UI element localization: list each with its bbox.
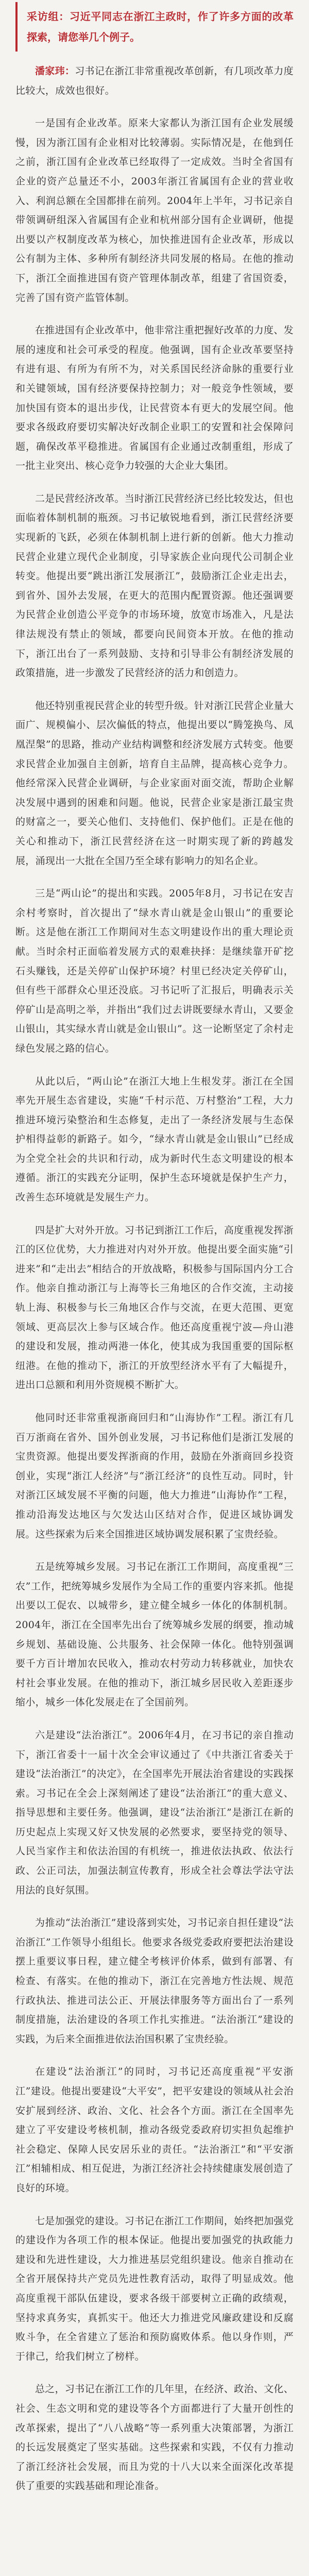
body-paragraph: 四是扩大对外开放。习书记到浙江工作后，高度重视发挥浙江的区位优势，大力推进对内对外开放。他提出要全面实施“引进来”和“走出去”相结合的开放战略，积极参与国际国内分工合作。他亲自推动浙江与上海等长三角地区的合作交流，主动接轨上海、积极参与长三角地区合作与交流，在更大范围、更宽领域、更高层次上参与区域合作。他还高度重视宁波—舟山港的建设和发展，推动两港一体化，使其成为我国重要的国际枢纽港。在他的推动下，浙江的开放型经济水平有了大幅提升，进出口总额和利用外资规模不断扩大。 bbox=[15, 1224, 294, 1391]
body-paragraph: 五是统筹城乡发展。习书记在浙江工作期间，高度重视“三农”工作，把统筹城乡发展作为全局工作的重要内容来抓。他提出要以工促农、以城带乡，建立健全城乡一体化的体制机制。2004年，浙江在全国率先出台了统筹城乡发展的纲要，推动城乡规划、基础设施、公共服务、社会保障一体化。他特别强调要千方百计增加农民收入，推动农村劳动力转移就业，加快农村社会事业发展。在他的推动下，浙江城乡居民收入差距逐步缩小，城乡一体化发展走在了全国前列。 bbox=[15, 1561, 294, 1708]
answer-intro bbox=[15, 62, 294, 100]
question-speaker: 采访组： bbox=[27, 10, 70, 23]
interview-question-block bbox=[15, 2, 294, 52]
body-paragraph: 总之，习书记在浙江工作的几年里，在经济、政治、文化、社会、生态文明和党的建设等各个方面都进行了大量开创性的改革探索，提出了“八八战略”等一系列重大决策部署，为浙江的长远发展奠定了坚实基础。这些探索和实践，不仅有力推动了浙江经济社会发展，而且为党的十八大以来全面深化改革提供了重要的实践基础和理论准备。 bbox=[15, 2383, 294, 2492]
answer-intro-text: 习书记在浙江非常重视改革创新，有几项改革力度比较大，成效也很好。 bbox=[15, 65, 294, 96]
body-paragraph: 从此以后，“两山论”在浙江大地上生根发芽。浙江在全国率先开展生态省建设，实施“千村示范、万村整治”工程，大力推进环境污染整治和生态修复，走出了一条经济发展与生态保护相得益彰的新路子。如今，“绿水青山就是金山银山”已经成为全党全社会的共识和行动，成为新时代生态文明建设的根本遵循。浙江的实践充分证明，保护生态环境就是保护生产力，改善生态环境就是发展生产力。 bbox=[15, 1075, 294, 1204]
body-paragraph: 三是“两山论”的提出和实践。2005年8月，习书记在安吉余村考察时，首次提出了“绿水青山就是金山银山”的重要论断。这是他在浙江工作期间对生态文明建设作出的重大理论贡献。当时余村正面临着发展方式的艰难抉择：是继续靠开矿挖石头赚钱，还是关停矿山保护环境？村里已经决定关停矿山，但有些干部群众心里还没底。习书记听了汇报后，明确表示关停矿山是高明之举，并指出“我们过去讲既要绿水青山，又要金山银山，其实绿水青山就是金山银山”。这一论断坚定了余村走绿色发展之路的信心。 bbox=[15, 888, 294, 1054]
body-paragraph: 他还特别重视民营企业的转型升级。针对浙江民营企业量大面广、规模偏小、层次偏低的特点，他提出要以“腾笼换鸟、凤凰涅槃”的思路，推动产业结构调整和经济发展方式转变。他要求民营企业加强自主创新，培育自主品牌，提高核心竞争力。他经常深入民营企业调研，与企业家面对面交流，帮助企业解决发展中遇到的困难和问题。他说，民营企业家是浙江最宝贵的财富之一，要关心他们、支持他们、保护他们。正是在他的关心和推动下，浙江民营经济在这一时期实现了新的跨越发展，涌现出一大批在全国乃至全球有影响力的知名企业。 bbox=[15, 700, 294, 867]
question-text: 习近平同志在浙江主政时，作了许多方面的改革探索，请您举几个例子。 bbox=[27, 10, 294, 43]
body-paragraph: 他同时还非常重视浙商回归和“山海协作”工程。浙江有几百万浙商在省外、国外创业发展，习书记称他们是浙江发展的宝贵资源。他提出要发挥浙商的作用，鼓励在外浙商回乡投资创业，实现“浙江人经济”与“浙江经济”的良性互动。同时，针对浙江区域发展不平衡的问题，他大力推进“山海协作”工程，推动沿海发达地区与欠发达山区结对合作，促进区域协调发展。这些探索为后来全国推进区域协调发展积累了宝贵经验。 bbox=[15, 1412, 294, 1540]
interview-question bbox=[27, 6, 294, 47]
body-paragraph: 二是民营经济改革。当时浙江民营经济已经比较发达，但也面临着体制机制的瓶颈。习书记敏锐地看到，浙江民营经济要实现新的飞跃，必须在体制机制上进行新的创新。他大力推动民营企业建立现代企业制度，引导家族企业向现代公司制企业转变。他提出要“跳出浙江发展浙江”，鼓励浙江企业走出去，到省外、国外去发展，在更大的范围内配置资源。他还强调要为民营企业创造公平竞争的市场环境，放宽市场准入，凡是法律法规没有禁止的领域，都要向民间资本开放。在他的推动下，浙江出台了一系列鼓励、支持和引导非公有制经济发展的政策措施，进一步激发了民营经济的活力和创造力。 bbox=[15, 493, 294, 679]
body-paragraph: 一是国有企业改革。原来大家都认为浙江国有企业发展缓慢，因为浙江国有企业相对比较薄弱。实际情况是，在他到任之前，浙江国有企业改革已经取得了一定成效。当时全省国有企业的资产总量还不小，2003年浙江省属国有企业的营业收入、利润总额在全国都排在前列。2004年上半年，习书记亲自带领调研组深入省属国有企业和杭州部分国有企业调研，他提出要以产权制度改革为核心，加快推进国有企业改革，形成以公有制为主体、多种所有制经济共同发展的格局。在他的推动下，浙江全面推进国有资产管理体制改革，组建了省国资委，完善了国有资产监管体制。 bbox=[15, 117, 294, 303]
body-paragraph: 在推进国有企业改革中，他非常注重把握好改革的力度、发展的速度和社会可承受的程度。他强调，国有企业改革要坚持有进有退、有所为有所不为，对关系国民经济命脉的重要行业和关键领域，国有经济要保持控制力；对一般竞争性领域，要加快国有资本的退出步伐，让民营资本有更大的发展空间。他要求各级政府要切实解决好改制企业职工的安置和社会保障问题，确保改革平稳推进。省属国有企业通过改制重组，形成了一批主业突出、核心竞争力较强的大企业大集团。 bbox=[15, 325, 294, 472]
body-paragraph: 为推动“法治浙江”建设落到实处，习书记亲自担任建设“法治浙江”工作领导小组组长。他要求各级党委政府要把法治建设摆上重要议事日程，建立健全考核评价体系，做到有部署、有检查、有落实。在他的推动下，浙江在完善地方性法规、规范行政执法、推进司法公正、开展法律服务等方面出台了一系列制度措施，法治建设的各项工作扎实推进。“法治浙江”建设的实践，为后来全面推进依法治国积累了宝贵经验。 bbox=[15, 1917, 294, 2045]
body-paragraph: 在建设“法治浙江”的同时，习书记还高度重视“平安浙江”建设。他提出要建设“大平安”，把平安建设的领域从社会治安扩展到经济、政治、文化、社会各个方面。浙江在全国率先建立了平安建设考核机制，推动各级党委政府切实担负起维护社会稳定、保障人民安居乐业的责任。“法治浙江”和“平安浙江”相辅相成、相互促进，为浙江经济社会持续健康发展创造了良好的环境。 bbox=[15, 2066, 294, 2194]
body-paragraph: 七是加强党的建设。习书记在浙江工作期间，始终把加强党的建设作为各项工作的根本保证。他提出要加强党的执政能力建设和先进性建设，大力推进基层党组织建设。他亲自推动在全省开展保持共产党员先进性教育活动，取得了明显成效。他高度重视干部队伍建设，要求各级干部要树立正确的政绩观，坚持求真务实，真抓实干。他还大力推进党风廉政建设和反腐败斗争，在全省建立了惩治和预防腐败体系。他以身作则，严于律己，给我们树立了榜样。 bbox=[15, 2215, 294, 2362]
answer-speaker: 潘家玮： bbox=[35, 65, 75, 77]
body-paragraph: 六是建设“法治浙江”。2006年4月，在习书记的亲自推动下，浙江省委十一届十次全会审议通过了《中共浙江省委关于建设“法治浙江”的决定》，在全国率先开展法治省建设的实践探索。习书记在全会上深刻阐述了建设“法治浙江”的重大意义、指导思想和主要任务。他强调，建设“法治浙江”是浙江在新的历史起点上实现又好又快发展的必然要求，要坚持党的领导、人民当家作主和依法治国的有机统一，推进依法执政、依法行政、公正司法，加强法制宣传教育，形成全社会尊法学法守法用法的良好氛围。 bbox=[15, 1729, 294, 1896]
